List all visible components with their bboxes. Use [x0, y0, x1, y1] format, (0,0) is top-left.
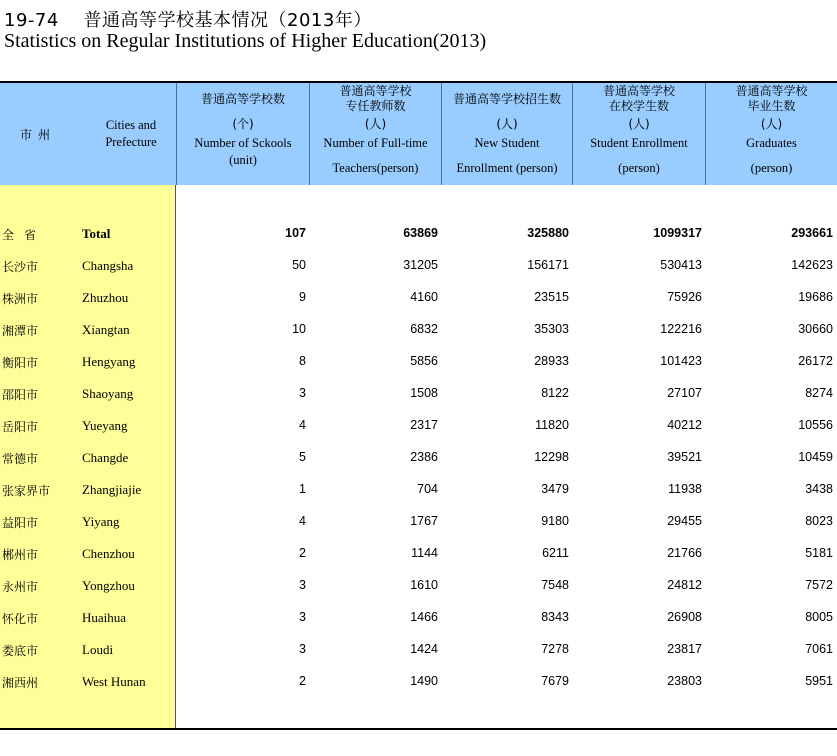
city-name-en: Changde [82, 450, 129, 465]
city-name-en: Yueyang [82, 418, 128, 433]
city-name-en: Chenzhou [82, 546, 135, 561]
city-name-cn: 娄底市 [2, 644, 39, 658]
city-name-cn: 常德市 [2, 452, 39, 466]
cell-value: 1144 [411, 546, 438, 560]
cell-value: 122216 [660, 322, 702, 336]
cell-value: 5856 [410, 354, 438, 368]
cell-value: 28933 [534, 354, 569, 368]
cell-value: 2 [299, 546, 306, 560]
cell-value: 12298 [534, 450, 569, 464]
cell-value: 101423 [660, 354, 702, 368]
column-header-cn: 普通高等学校 [602, 84, 675, 98]
cell-value: 6211 [542, 546, 569, 560]
city-name-en: Total [82, 226, 111, 241]
cell-value: 29455 [667, 514, 702, 528]
column-header-en: Graduates [746, 136, 797, 150]
city-name-en: Xiangtan [82, 322, 130, 337]
table-row [0, 538, 837, 570]
cell-value: 5951 [805, 674, 833, 688]
city-name-cn: 永州市 [2, 580, 39, 594]
column-header-unit: (人) [760, 117, 783, 131]
cell-value: 4 [299, 418, 306, 432]
city-name-en: Zhuzhou [82, 290, 129, 305]
cell-value: 3 [299, 610, 306, 624]
table-row [0, 442, 837, 474]
cell-value: 11938 [668, 482, 702, 496]
cell-value: 26908 [667, 610, 702, 624]
city-name-cn: 长沙市 [2, 260, 39, 274]
table-row-total [0, 218, 837, 250]
cell-value: 1767 [410, 514, 438, 528]
cell-value: 1490 [410, 674, 438, 688]
cell-value: 530413 [660, 258, 702, 272]
cell-value: 107 [285, 226, 306, 240]
column-header-en-2: Teachers(person) [332, 161, 419, 175]
cell-value: 1424 [410, 642, 438, 656]
cell-value: 5181 [805, 546, 833, 560]
city-header-en-line1: Cities and [105, 118, 157, 132]
column-header-student-enrollment [572, 83, 705, 185]
column-header-en-2: Enrollment (person) [456, 161, 558, 175]
table-row [0, 570, 837, 602]
table-row [0, 474, 837, 506]
cell-value: 293661 [791, 226, 833, 240]
column-header-unit: (人) [496, 117, 518, 131]
column-header-en: Student Enrollment [590, 136, 688, 150]
cell-value: 325880 [527, 226, 569, 240]
table-row [0, 666, 837, 698]
column-header-en: Number of Sckools [194, 136, 292, 150]
cell-value: 142623 [791, 258, 833, 272]
city-header-en [96, 117, 166, 151]
column-header-cn-2: 在校学生数 [608, 99, 669, 113]
cell-value: 704 [417, 482, 438, 496]
column-header-unit: (个) [232, 117, 254, 131]
cell-value: 63869 [403, 226, 438, 240]
cell-value: 21766 [667, 546, 702, 560]
cell-value: 11820 [535, 418, 569, 432]
city-name-en: Zhangjiajie [82, 482, 142, 497]
column-header-cn-2: 专任教师数 [345, 99, 406, 113]
cell-value: 75926 [667, 290, 702, 304]
cell-value: 10 [292, 322, 306, 336]
cell-value: 7548 [541, 578, 569, 592]
cell-value: 8122 [541, 386, 569, 400]
cell-value: 3479 [541, 482, 569, 496]
cell-value: 2317 [410, 418, 438, 432]
city-name-cn: 益阳市 [2, 516, 39, 530]
city-name-cn: 邵阳市 [2, 388, 39, 402]
cell-value: 8343 [541, 610, 569, 624]
cell-value: 23817 [667, 642, 702, 656]
column-header-new-enrollment [441, 83, 572, 185]
city-name-cn: 湘西州 [2, 676, 39, 690]
cell-value: 4 [299, 514, 306, 528]
city-name-cn: 株洲市 [2, 292, 39, 306]
table-row [0, 250, 837, 282]
column-header-unit: (人) [628, 117, 650, 131]
table-row [0, 410, 837, 442]
column-header-unit: (人) [364, 117, 387, 131]
cell-value: 10556 [798, 418, 833, 432]
cell-value: 7278 [541, 642, 569, 656]
city-name-en: Yongzhou [82, 578, 135, 593]
column-header-cn: 普通高等学校招生数 [452, 92, 561, 106]
column-header-schools [176, 83, 309, 185]
cell-value: 7061 [805, 642, 833, 656]
cell-value: 40212 [667, 418, 702, 432]
table-row [0, 634, 837, 666]
cell-value: 31205 [403, 258, 438, 272]
cell-value: 50 [292, 258, 306, 272]
cell-value: 30660 [798, 322, 833, 336]
city-name-cn: 怀化市 [2, 612, 39, 626]
city-name-en: Yiyang [82, 514, 120, 529]
city-name-en: Loudi [82, 642, 114, 657]
city-name-cn: 湘潭市 [2, 324, 39, 338]
column-header-graduates [705, 83, 837, 185]
cell-value: 3 [299, 642, 306, 656]
cell-value: 23803 [667, 674, 702, 688]
city-name-en: Huaihua [82, 610, 127, 625]
column-header-cn: 普通高等学校 [339, 84, 412, 98]
column-header-en-2: (person) [618, 161, 660, 175]
column-header-cn-2: 毕业生数 [747, 99, 796, 113]
city-name-cn: 郴州市 [2, 548, 39, 562]
cell-value: 156171 [527, 258, 569, 272]
cell-value: 1466 [410, 610, 438, 624]
table-row [0, 506, 837, 538]
cell-value: 3 [299, 386, 306, 400]
cell-value: 19686 [798, 290, 833, 304]
cell-value: 1099317 [653, 226, 702, 240]
table-row [0, 314, 837, 346]
cell-value: 8274 [805, 386, 833, 400]
cell-value: 1508 [410, 386, 438, 400]
cell-value: 5 [299, 450, 306, 464]
cell-value: 39521 [667, 450, 702, 464]
cell-value: 9 [299, 290, 306, 304]
cell-value: 27107 [667, 386, 702, 400]
column-header-en-2: (person) [750, 161, 793, 175]
cell-value: 2386 [410, 450, 438, 464]
city-header-en-line2: Prefecture [105, 135, 157, 149]
city-name-cn: 岳阳市 [2, 420, 39, 434]
column-header-en-unit: (unit) [229, 153, 257, 167]
cell-value: 23515 [534, 290, 569, 304]
table-row [0, 602, 837, 634]
column-header-en: New Student [474, 136, 540, 150]
cell-value: 2 [299, 674, 306, 688]
column-header-teachers [309, 83, 441, 185]
cell-value: 6832 [410, 322, 438, 336]
bottom-rule [0, 728, 837, 730]
city-name-en: Shaoyang [82, 386, 134, 401]
cell-value: 26172 [798, 354, 833, 368]
city-name-en: Hengyang [82, 354, 136, 369]
cell-value: 8023 [805, 514, 833, 528]
city-name-cn: 衡阳市 [2, 356, 39, 370]
cell-value: 9180 [541, 514, 569, 528]
cell-value: 4160 [410, 290, 438, 304]
city-name-cn: 张家界市 [2, 484, 51, 498]
city-header-cn: 市州 [20, 128, 57, 142]
cell-value: 8 [299, 354, 306, 368]
cell-value: 7572 [805, 578, 833, 592]
table-title-en: Statistics on Regular Institutions of Higher Education(2013) [4, 30, 487, 52]
cell-value: 1 [299, 482, 306, 496]
city-name-en: Changsha [82, 258, 134, 273]
cell-value: 3 [299, 578, 306, 592]
cell-value: 3438 [805, 482, 833, 496]
column-header-cn: 普通高等学校 [735, 84, 808, 98]
table-row [0, 346, 837, 378]
table-row [0, 378, 837, 410]
cell-value: 10459 [798, 450, 833, 464]
cell-value: 8005 [805, 610, 833, 624]
cell-value: 1610 [410, 578, 438, 592]
cell-value: 24812 [667, 578, 702, 592]
column-header-cn: 普通高等学校数 [200, 92, 285, 106]
column-header-en: Number of Full-time [323, 136, 428, 150]
city-name-en: West Hunan [82, 674, 146, 689]
table-title-cn: 19-74 普通高等学校基本情况（2013年） [4, 10, 372, 31]
cell-value: 35303 [534, 322, 569, 336]
cell-value: 7679 [541, 674, 569, 688]
table-row [0, 282, 837, 314]
city-name-cn: 全省 [2, 228, 47, 242]
